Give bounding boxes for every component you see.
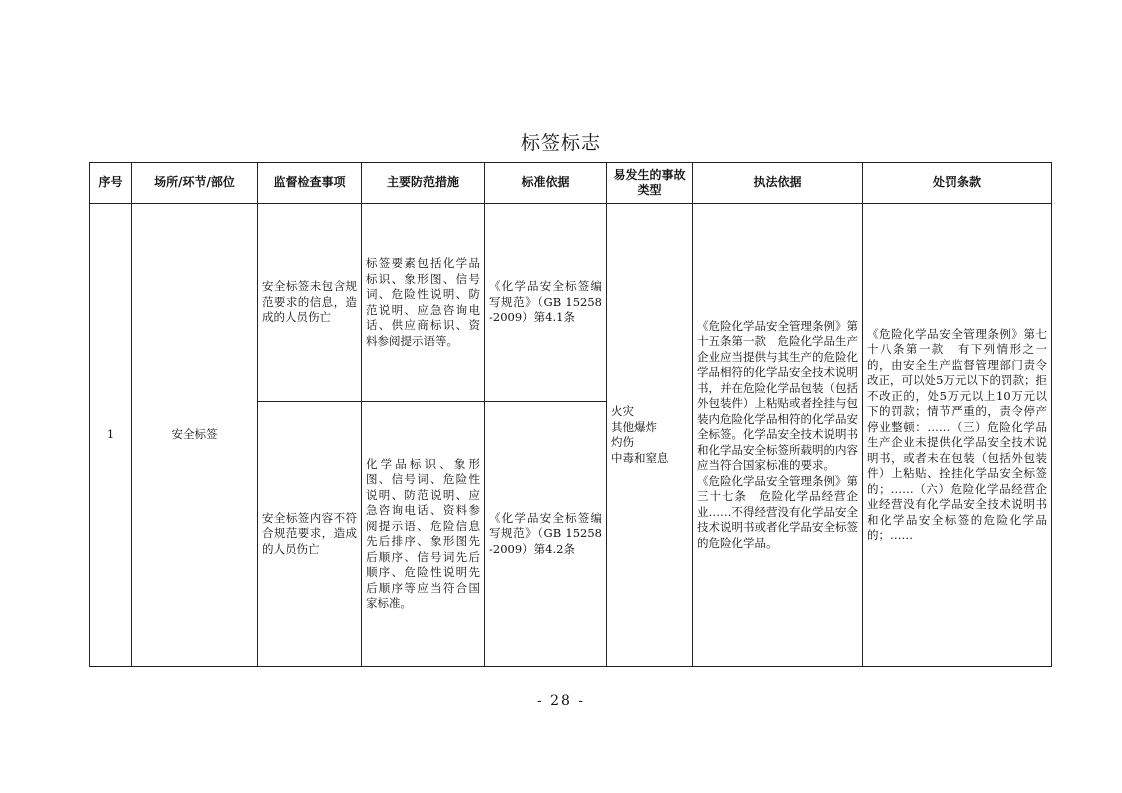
header-standard: 标准依据: [485, 163, 607, 204]
cell-measure: 标签要素包括化学品标识、象形图、信号词、危险性说明、防范说明、应急咨询电话、供应商标识、资料参阅提示语等。: [362, 204, 485, 402]
accident-type: 灼伤: [611, 435, 634, 449]
accident-type: 火灾: [611, 404, 634, 418]
page-number: - 28 -: [536, 693, 586, 709]
header-place: 场所/环节/部位: [132, 163, 258, 204]
cell-measure: 化学品标识、象形图、信号词、危险性说明、防范说明、应急咨询电话、资料参阅提示语、危险信息先后排序、象形图先后顺序、信号词先后顺序、危险性说明先后顺序等应当符合国家标准。: [362, 402, 485, 667]
cell-law: 《危险化学品安全管理条例》第十五条第一款 危险化学品生产企业应当提供与其生产的危险化学品相符的化学品安全技术说明书，并在危险化学品包装（包括外包装件）上粘贴或者拴挂与包装内危险化学品相符的化学品安全标签。化学品安全技术说明书和化学品安全标签所载明的内容应当符合国家标准的要求。 《危险化学品安全管理条例》第三十七条 危险化学品经营企业……不得经营没有化学品安全技术说明书或者化学品安全标签的危险化学品。: [693, 204, 863, 667]
accident-type: 中毒和窒息: [611, 450, 669, 465]
table-header-row: [90, 163, 1052, 204]
cell-item: 安全标签内容不符合规范要求，造成的人员伤亡: [258, 402, 362, 667]
header-accident-type: 易发生的事故类型: [607, 163, 693, 204]
cell-penalty: 《危险化学品安全管理条例》第七十八条第一款 有下列情形之一的，由安全生产监督管理部门责令改正，可以处5万元以下的罚款；拒不改正的，处5万元以上10万元以下的罚款；情节严重的，责令停产停业整顿：……（三）危险化学品生产企业未提供化学品安全技术说明书，或者未在包装（包括外包装件）上粘贴、拴挂化学品安全标签的；……（六）危险化学品经营企业经营没有化学品安全技术说明书和化学品安全标签的危险化学品的；……: [863, 204, 1052, 667]
cell-seq: 1: [90, 204, 132, 667]
accident-type: 其他爆炸: [611, 419, 657, 434]
header-measure: 主要防范措施: [362, 163, 485, 204]
cell-standard: 《化学品安全标签编写规范》（GB 15258 -2009）第4.1条: [485, 204, 607, 402]
cell-item: 安全标签未包含规范要求的信息，造成的人员伤亡: [258, 204, 362, 402]
header-item: 监督检查事项: [258, 163, 362, 204]
header-seq: 序号: [90, 163, 132, 204]
cell-standard: 《化学品安全标签编写规范》（GB 15258 -2009）第4.2条: [485, 402, 607, 667]
cell-place: 安全标签: [132, 204, 258, 667]
header-penalty: 处罚条款: [863, 163, 1052, 204]
inspection-table: [89, 162, 1052, 667]
header-law: 执法依据: [693, 163, 863, 204]
cell-accident-types: [607, 204, 693, 667]
table-row: [90, 204, 1052, 402]
page-title: 标签标志: [520, 132, 601, 154]
